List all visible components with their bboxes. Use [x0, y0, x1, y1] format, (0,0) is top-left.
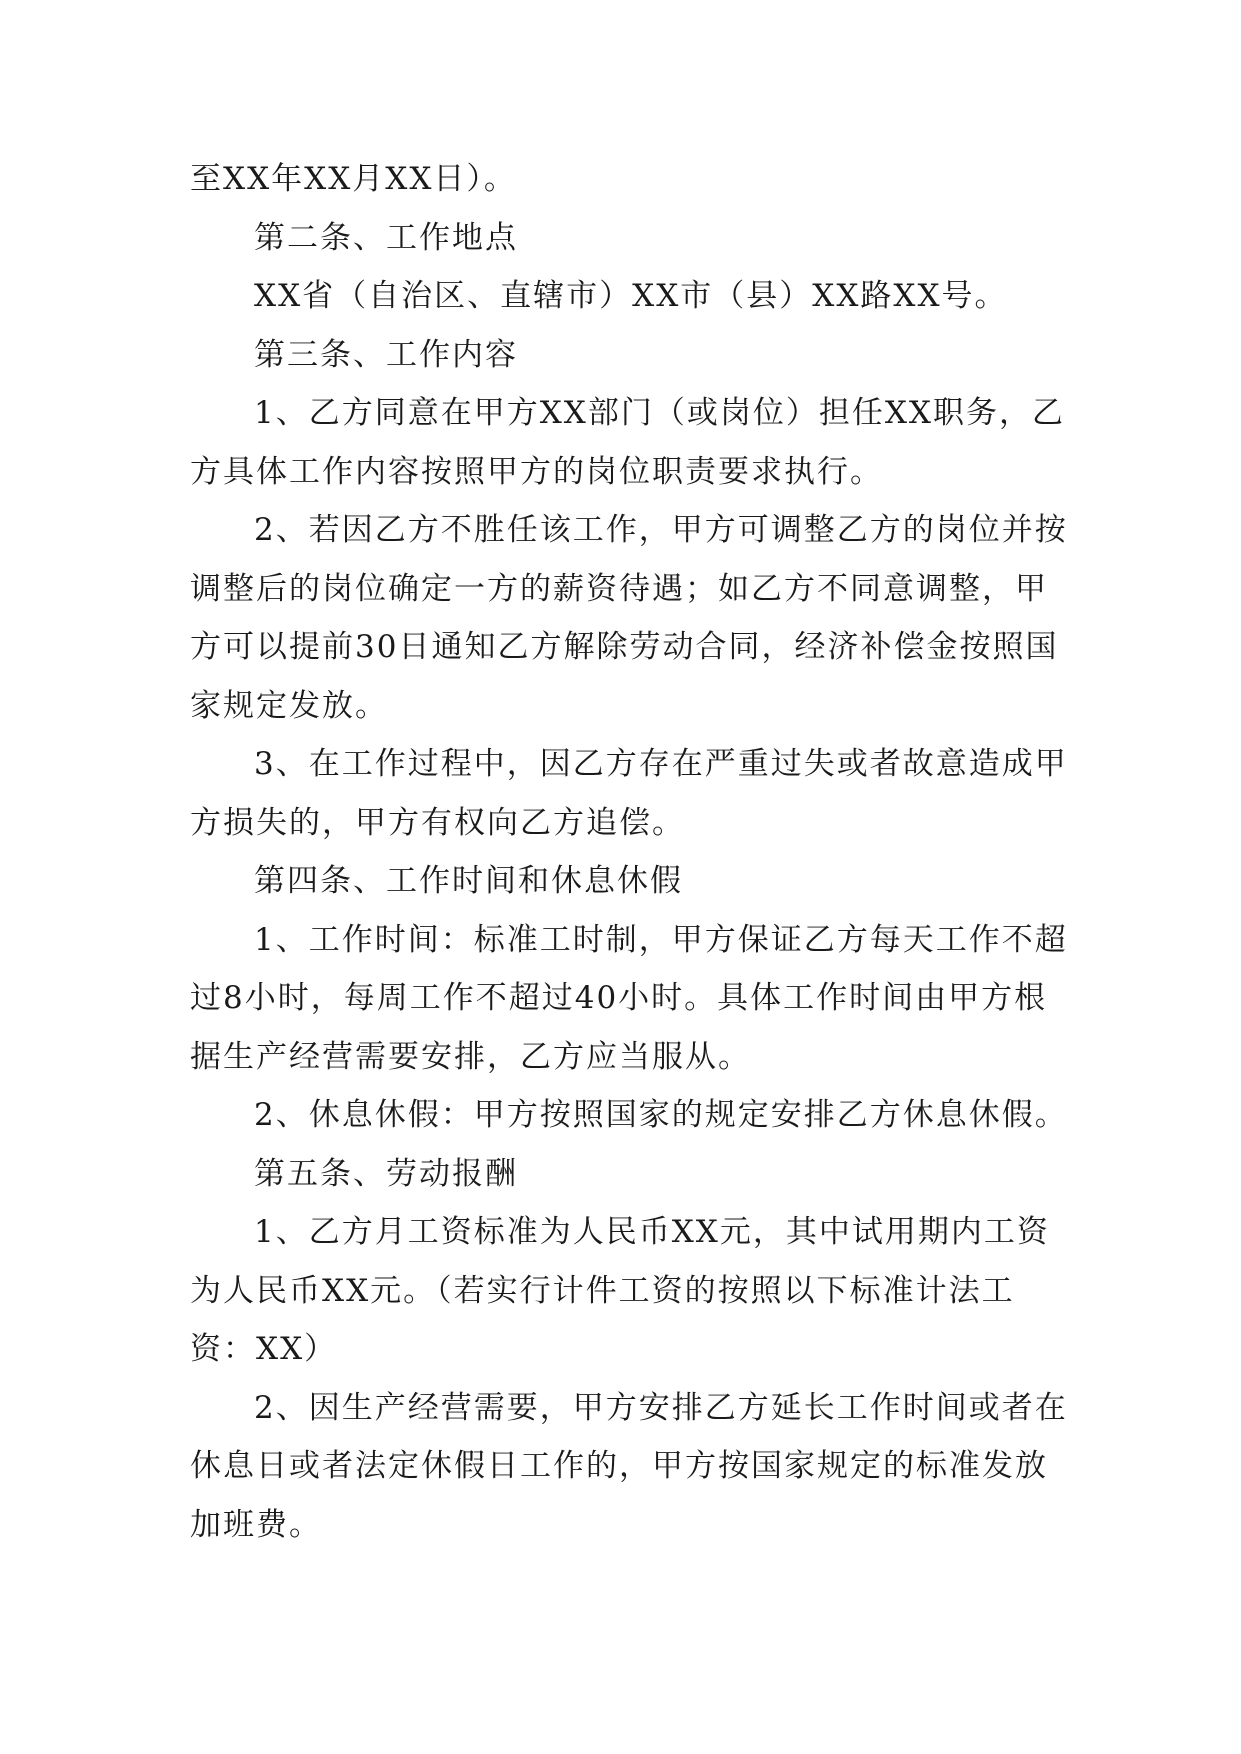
article-5-clause-2: 2、因生产经营需要，甲方安排乙方延长工作时间或者在休息日或者法定休假日工作的，甲方按国家规定的标准发放加班费。 [190, 1389, 1068, 1543]
article-5-clause-1: 1、乙方月工资标准为人民币XX元，其中试用期内工资为人民币XX元。（若实行计件工资的按照以下标准计法工资：XX） [190, 1214, 1050, 1367]
article-3-clause-3: 3、在工作过程中，因乙方存在严重过失或者故意造成甲方损失的，甲方有权向乙方追偿。 [190, 746, 1068, 841]
article-4-clause-1: 1、工作时间：标准工时制，甲方保证乙方每天工作不超过8小时，每周工作不超过40小时。具体工作时间由甲方根据生产经营需要安排，乙方应当服从。 [190, 921, 1068, 1075]
work-location-text: XX省（自治区、直辖市）XX市（县）XX路XX号。 [254, 278, 1008, 314]
article-3-clause-2: 2、若因乙方不胜任该工作，甲方可调整乙方的岗位并按调整后的岗位确定一方的薪资待遇；如乙方不同意调整，甲方可以提前30日通知乙方解除劳动合同，经济补偿金按照国家规定发放。 [190, 512, 1068, 724]
paragraph-continuation: 至XX年XX月XX日）。 [190, 161, 517, 197]
article-4-heading: 第四条、工作时间和休息休假 [254, 863, 683, 899]
article-3-clause-1: 1、乙方同意在甲方XX部门（或岗位）担任XX职务，乙方具体工作内容按照甲方的岗位职责要求执行。 [190, 395, 1065, 490]
article-4-clause-2: 2、休息休假：甲方按照国家的规定安排乙方休息休假。 [254, 1097, 1068, 1133]
article-2-heading: 第二条、工作地点 [254, 219, 518, 256]
article-5-heading: 第五条、劳动报酬 [254, 1155, 518, 1192]
article-3-heading: 第三条、工作内容 [254, 336, 518, 373]
document-body [190, 150, 1070, 1554]
